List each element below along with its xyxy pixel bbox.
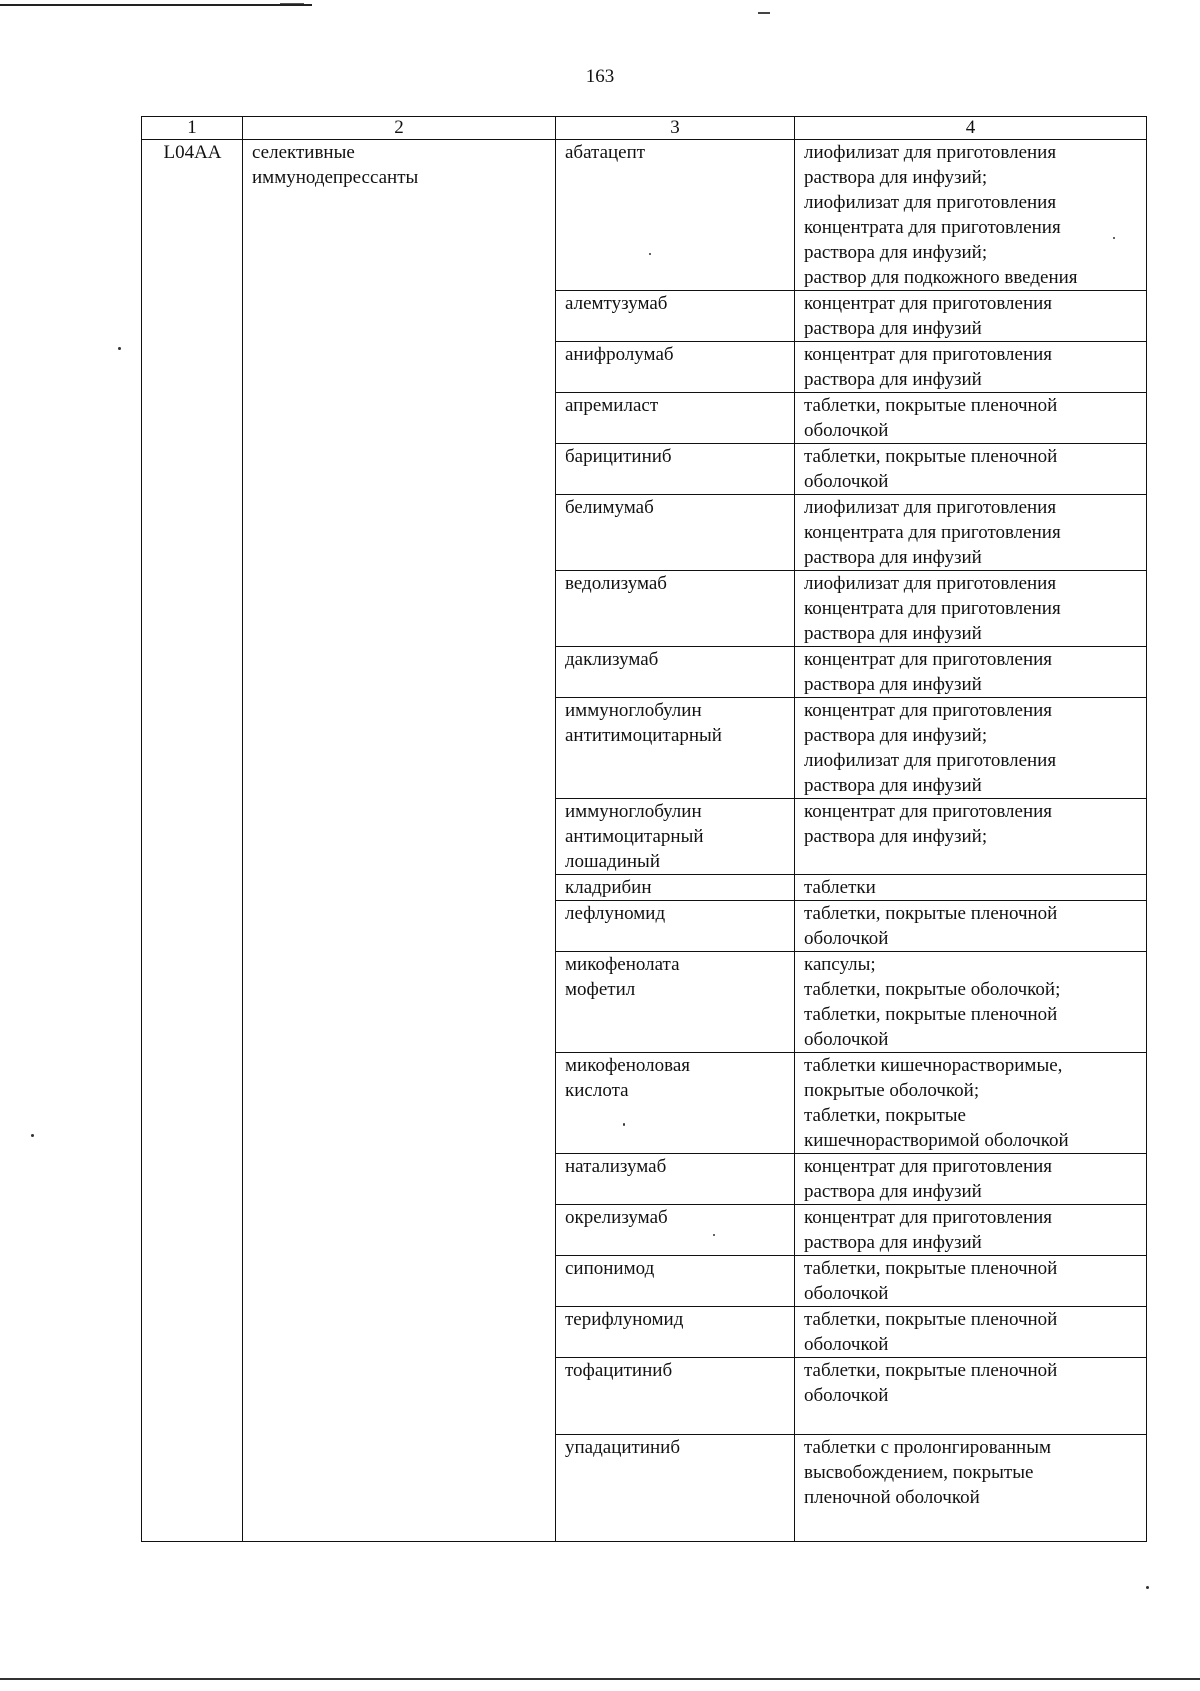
drug-name-cell: [556, 444, 795, 495]
dosage-form-cell: [795, 291, 1147, 342]
drug-name-cell: [556, 495, 795, 571]
scan-artifact-top-line-2: [280, 3, 304, 4]
drug-name-line: натализумаб: [565, 1156, 667, 1177]
drug-name-line: микофенолата: [565, 954, 680, 975]
drug-name-line: антимоцитарный: [565, 826, 704, 847]
dosage-form-cell: [795, 799, 1147, 875]
drug-name-cell: [556, 1358, 795, 1435]
drug-name-cell: [556, 291, 795, 342]
dosage-form-line: таблетки, покрытые: [804, 1105, 966, 1126]
pharmacological-group-cell: [243, 140, 556, 1542]
drug-name-line: анифролумаб: [565, 344, 674, 365]
dosage-form-line: таблетки кишечнорастворимые,: [804, 1055, 1063, 1076]
dosage-form-line: концентрат для приготовления: [804, 801, 1053, 822]
dosage-form-line: раствора для инфузий: [804, 369, 982, 390]
dosage-form-line: раствора для инфузий: [804, 547, 982, 568]
dosage-form-line: таблетки, покрытые пленочной: [804, 1004, 1058, 1025]
header-row: [142, 117, 1147, 140]
dosage-form-line: капсулы;: [804, 954, 876, 975]
dosage-form-cell: [795, 952, 1147, 1053]
drug-name-cell: [556, 1307, 795, 1358]
drug-name-cell: [556, 571, 795, 647]
scan-artifact-dash: [758, 12, 770, 14]
drug-name-line: мофетил: [565, 979, 636, 1000]
dosage-form-line: раствора для инфузий;: [804, 242, 988, 263]
drug-name-line: белимумаб: [565, 497, 654, 518]
dosage-form-line: таблетки, покрытые пленочной: [804, 1309, 1058, 1330]
dosage-form-line: концентрат для приготовления: [804, 649, 1053, 670]
dosage-form-cell: [795, 1307, 1147, 1358]
drug-name-line: барицитиниб: [565, 446, 672, 467]
dosage-form-line: таблетки, покрытые пленочной: [804, 395, 1058, 416]
scan-speck: [31, 1134, 34, 1137]
dosage-form-line: раствора для инфузий: [804, 775, 982, 796]
dosage-form-line: таблетки, покрытые пленочной: [804, 446, 1058, 467]
dosage-form-cell: [795, 698, 1147, 799]
dosage-form-cell: [795, 495, 1147, 571]
scan-speck: [118, 347, 121, 350]
dosage-form-line: оболочкой: [804, 1283, 889, 1304]
header-col-2: 2: [243, 117, 556, 140]
dosage-form-cell: [795, 1435, 1147, 1542]
header-col-3: 3: [556, 117, 795, 140]
dosage-form-line: лиофилизат для приготовления: [804, 750, 1057, 771]
atc-code-cell: L04AA: [142, 140, 243, 1542]
drug-name-line: тофацитиниб: [565, 1360, 673, 1381]
dosage-form-cell: [795, 342, 1147, 393]
header-col-4: 4: [795, 117, 1147, 140]
drug-name-cell: [556, 901, 795, 952]
drug-name-line: кислота: [565, 1080, 629, 1101]
dosage-form-line: концентрата для приготовления: [804, 598, 1061, 619]
dosage-form-line: лиофилизат для приготовления: [804, 573, 1057, 594]
drug-name-line: абатацепт: [565, 142, 646, 163]
drug-name-line: терифлуномид: [565, 1309, 684, 1330]
dosage-form-line: оболочкой: [804, 1385, 889, 1406]
dosage-form-line: лиофилизат для приготовления: [804, 142, 1057, 163]
dosage-form-line: раствора для инфузий: [804, 674, 982, 695]
drug-name-cell: [556, 342, 795, 393]
medicines-table: [141, 116, 1147, 1542]
dosage-form-line: лиофилизат для приготовления: [804, 497, 1057, 518]
dosage-form-cell: [795, 1154, 1147, 1205]
dosage-form-cell: [795, 1053, 1147, 1154]
dosage-form-line: таблетки, покрытые пленочной: [804, 903, 1058, 924]
dosage-form-line: раствора для инфузий: [804, 623, 982, 644]
dosage-form-line: пленочной оболочкой: [804, 1487, 980, 1508]
drug-name-line: иммуноглобулин: [565, 700, 702, 721]
drug-name-cell: [556, 698, 795, 799]
dosage-form-cell: [795, 1205, 1147, 1256]
drug-name-cell: [556, 1435, 795, 1542]
drug-name-cell: [556, 952, 795, 1053]
table-row: [142, 140, 1147, 291]
drug-name-line: ведолизумаб: [565, 573, 667, 594]
dosage-form-line: таблетки: [804, 877, 876, 898]
scan-artifact-bottom-line: [0, 1678, 1200, 1680]
drug-name-line: лошадиный: [565, 851, 660, 872]
drug-name-line: сипонимод: [565, 1258, 655, 1279]
dosage-form-line: оболочкой: [804, 928, 889, 949]
dosage-form-line: раствор для подкожного введения: [804, 267, 1078, 288]
page-number: 163: [585, 66, 615, 87]
dosage-form-line: оболочкой: [804, 1334, 889, 1355]
dosage-form-line: оболочкой: [804, 1029, 889, 1050]
dosage-form-line: концентрат для приготовления: [804, 700, 1053, 721]
dosage-form-line: раствора для инфузий;: [804, 725, 988, 746]
dosage-form-line: раствора для инфузий: [804, 1232, 982, 1253]
drug-name-line: антитимоцитарный: [565, 725, 722, 746]
dosage-form-cell: [795, 875, 1147, 901]
dosage-form-line: концентрата для приготовления: [804, 522, 1061, 543]
dosage-form-cell: [795, 1256, 1147, 1307]
scan-artifact-top-line: [0, 4, 312, 6]
dosage-form-line: таблетки, покрытые оболочкой;: [804, 979, 1061, 1000]
dosage-form-cell: [795, 444, 1147, 495]
dosage-form-line: таблетки с пролонгированным: [804, 1437, 1052, 1458]
dosage-form-cell: [795, 140, 1147, 291]
dosage-form-cell: [795, 647, 1147, 698]
drug-name-line: кладрибин: [565, 877, 652, 898]
group-line: иммунодепрессанты: [252, 167, 419, 188]
dosage-form-line: покрытые оболочкой;: [804, 1080, 980, 1101]
table-body: [142, 140, 1147, 1542]
header-col-1: 1: [142, 117, 243, 140]
dosage-form-line: концентрат для приготовления: [804, 1207, 1053, 1228]
dosage-form-line: концентрата для приготовления: [804, 217, 1061, 238]
drug-name-cell: [556, 1205, 795, 1256]
dosage-form-line: оболочкой: [804, 471, 889, 492]
dosage-form-cell: [795, 901, 1147, 952]
drug-name-cell: [556, 1256, 795, 1307]
dosage-form-cell: [795, 571, 1147, 647]
dosage-form-line: кишечнорастворимой оболочкой: [804, 1130, 1069, 1151]
drug-name-cell: [556, 799, 795, 875]
dosage-form-line: раствора для инфузий: [804, 1181, 982, 1202]
dosage-form-line: таблетки, покрытые пленочной: [804, 1258, 1058, 1279]
dosage-form-line: концентрат для приготовления: [804, 293, 1053, 314]
dosage-form-cell: [795, 393, 1147, 444]
dosage-form-line: лиофилизат для приготовления: [804, 192, 1057, 213]
group-line: селективные: [252, 142, 355, 163]
dosage-form-line: таблетки, покрытые пленочной: [804, 1360, 1058, 1381]
drug-name-line: даклизумаб: [565, 649, 659, 670]
dosage-form-line: раствора для инфузий: [804, 318, 982, 339]
dosage-form-line: концентрат для приготовления: [804, 344, 1053, 365]
drug-name-line: окрелизумаб: [565, 1207, 668, 1228]
drug-name-cell: [556, 647, 795, 698]
drug-name-line: алемтузумаб: [565, 293, 668, 314]
drug-name-line: апремиласт: [565, 395, 659, 416]
drug-name-line: микофеноловая: [565, 1055, 690, 1076]
scan-speck: [1146, 1586, 1149, 1589]
dosage-form-line: оболочкой: [804, 420, 889, 441]
dosage-form-cell: [795, 1358, 1147, 1435]
dosage-form-line: раствора для инфузий;: [804, 167, 988, 188]
drug-name-cell: [556, 875, 795, 901]
drug-name-cell: [556, 1154, 795, 1205]
dosage-form-line: концентрат для приготовления: [804, 1156, 1053, 1177]
drug-name-line: иммуноглобулин: [565, 801, 702, 822]
dosage-form-line: высвобождением, покрытые: [804, 1462, 1034, 1483]
drug-name-line: упадацитиниб: [565, 1437, 681, 1458]
drug-name-cell: [556, 140, 795, 291]
dosage-form-line: раствора для инфузий;: [804, 826, 988, 847]
drug-name-cell: [556, 1053, 795, 1154]
drug-name-cell: [556, 393, 795, 444]
drug-name-line: лефлуномид: [565, 903, 666, 924]
